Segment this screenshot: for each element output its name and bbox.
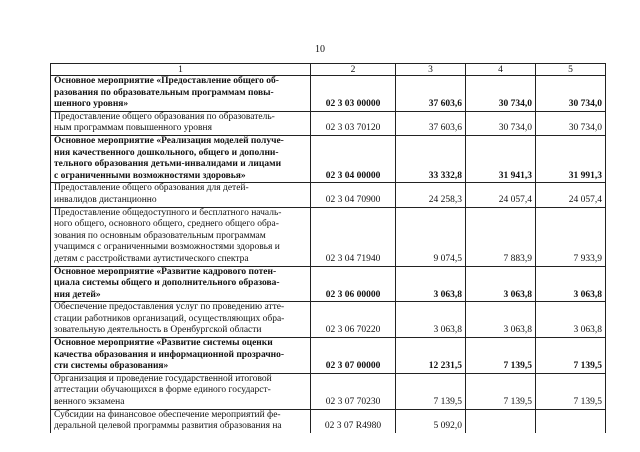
description-line: шенного уровня»: [54, 99, 129, 110]
page-number: 10: [315, 44, 325, 55]
row-code: 02 3 07 70230: [311, 373, 396, 409]
description-line: циала системы общего и дополнительного образова-: [54, 278, 280, 289]
description-line: ния качественного дошкольного, общего и дополни-: [54, 147, 279, 158]
row-value-col3: 3 063,8: [396, 266, 466, 302]
description-line: Основное мероприятие «Развитие кадрового потен-: [54, 266, 277, 277]
row-value-col4: 24 057,4: [466, 183, 536, 207]
description-line: Основное мероприятие «Предоставление общего об-: [54, 76, 279, 86]
row-description: [51, 338, 311, 374]
table-header-row: [51, 64, 606, 76]
row-value-col3: 37 603,6: [396, 76, 466, 112]
description-line: ного общего, основного общего, среднего общего обра-: [54, 219, 279, 230]
row-description: [51, 207, 311, 266]
description-line: Предоставление общего образования по образователь-: [54, 111, 275, 122]
row-value-col3: 3 063,8: [396, 302, 466, 338]
header-col-5: 5: [536, 64, 606, 76]
row-value-col4: 3 063,8: [466, 302, 536, 338]
row-value-col3: 7 139,5: [396, 373, 466, 409]
table-row: [51, 409, 606, 433]
row-description: [51, 111, 311, 135]
row-description: [51, 135, 311, 182]
row-value-col5: 30 734,0: [536, 76, 606, 112]
row-value-col5: 31 991,3: [536, 135, 606, 182]
description-line: аттестации обучающихся в форме единого государст-: [54, 385, 271, 396]
table-row: [51, 373, 606, 409]
description-line: стации работников организаций, осуществляющих обра-: [54, 313, 285, 324]
row-description: [51, 302, 311, 338]
table-row-main-activity: [51, 266, 606, 302]
description-line: Обеспечение предоставления услуг по проведению атте-: [54, 302, 285, 313]
description-line: учащимся с ограниченными возможностями здоровья и: [54, 242, 280, 253]
description-line: венного экзамена: [54, 397, 125, 408]
header-col-2: 2: [311, 64, 396, 76]
description-line: сти системы образования»: [54, 361, 169, 372]
description-line: деральной целевой программы развития образования на: [54, 421, 282, 432]
description-line: Субсидии на финансовое обеспечение мероприятий фе-: [54, 409, 281, 420]
row-value-col4: [466, 409, 536, 433]
description-line: ния детей»: [54, 289, 101, 300]
row-code: 02 3 04 70900: [311, 183, 396, 207]
row-code: 02 3 04 71940: [311, 207, 396, 266]
row-value-col4: 30 734,0: [466, 76, 536, 112]
row-code: 02 3 03 70120: [311, 111, 396, 135]
table-row-main-activity: [51, 76, 606, 112]
row-description: [51, 76, 311, 112]
header-col-3: 3: [396, 64, 466, 76]
description-line: Основное мероприятие «Развитие системы оценки: [54, 338, 273, 349]
description-line: зовательную деятельность в Оренбургской области: [54, 325, 262, 336]
row-value-col4: 7 883,9: [466, 207, 536, 266]
budget-table: [50, 63, 606, 433]
description-line: Предоставление общедоступного и бесплатного началь-: [54, 207, 282, 218]
row-code: 02 3 06 70220: [311, 302, 396, 338]
description-line: Организация и проведение государственной итоговой: [54, 373, 272, 384]
row-value-col3: 12 231,5: [396, 338, 466, 374]
table-row-main-activity: [51, 135, 606, 182]
description-line: инвалидов дистанционно: [54, 194, 157, 205]
description-line: детям с расстройствами аутистического спектра: [54, 253, 249, 264]
row-code: 02 3 07 R4980: [311, 409, 396, 433]
description-line: зования по основным образовательным программам: [54, 230, 266, 241]
table-row: [51, 111, 606, 135]
row-value-col4: 3 063,8: [466, 266, 536, 302]
row-value-col3: 24 258,3: [396, 183, 466, 207]
description-line: тельного образования детьми-инвалидами и лицами: [54, 159, 282, 170]
row-code: 02 3 07 00000: [311, 338, 396, 374]
row-value-col4: 7 139,5: [466, 338, 536, 374]
description-line: Основное мероприятие «Реализация моделей получе-: [54, 135, 284, 146]
row-value-col5: 7 139,5: [536, 338, 606, 374]
row-value-col3: 9 074,5: [396, 207, 466, 266]
row-value-col5: 7 933,9: [536, 207, 606, 266]
table-row-main-activity: [51, 338, 606, 374]
row-value-col3: 33 332,8: [396, 135, 466, 182]
row-value-col5: 7 139,5: [536, 373, 606, 409]
row-value-col3: 37 603,6: [396, 111, 466, 135]
description-line: с ограниченными возможностями здоровья»: [54, 170, 246, 181]
description-line: качества образования и информационной прозрачно-: [54, 349, 285, 360]
row-value-col5: 3 063,8: [536, 302, 606, 338]
row-description: [51, 409, 311, 433]
table-row: [51, 207, 606, 266]
description-line: ным программам повышенного уровня: [54, 123, 212, 134]
row-value-col4: 30 734,0: [466, 111, 536, 135]
row-value-col4: 31 941,3: [466, 135, 536, 182]
row-description: [51, 266, 311, 302]
header-col-4: 4: [466, 64, 536, 76]
row-code: 02 3 06 00000: [311, 266, 396, 302]
row-value-col5: 30 734,0: [536, 111, 606, 135]
row-value-col5: [536, 409, 606, 433]
row-description: [51, 183, 311, 207]
row-value-col3: 5 092,0: [396, 409, 466, 433]
budget-table-body: [51, 64, 606, 433]
table-row: [51, 183, 606, 207]
description-line: разования по образовательным программам повы-: [54, 87, 274, 98]
row-description: [51, 373, 311, 409]
row-code: 02 3 04 00000: [311, 135, 396, 182]
row-value-col5: 3 063,8: [536, 266, 606, 302]
row-value-col5: 24 057,4: [536, 183, 606, 207]
row-value-col4: 7 139,5: [466, 373, 536, 409]
header-col-1: 1: [51, 64, 311, 76]
row-code: 02 3 03 00000: [311, 76, 396, 112]
table-row: [51, 302, 606, 338]
description-line: Предоставление общего образования для детей-: [54, 183, 249, 194]
